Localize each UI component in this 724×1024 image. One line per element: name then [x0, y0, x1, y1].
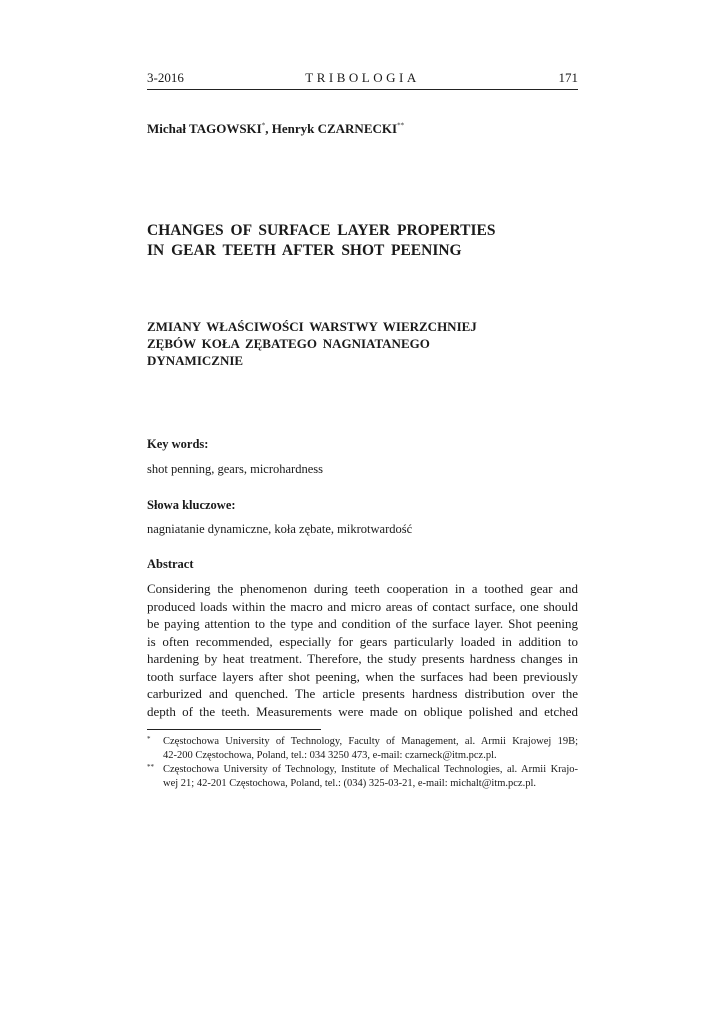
author-line — [147, 121, 404, 137]
title-english — [147, 221, 578, 261]
author-2-footnote-mark: ** — [397, 121, 405, 130]
journal-name: TRIBOLOGIA — [305, 70, 420, 85]
running-header — [147, 70, 578, 88]
footnote-1-mark: * — [147, 735, 151, 743]
title-polish-line-1: ZMIANY WŁAŚCIWOŚCI WARSTWY WIERZCHNIEJ — [147, 319, 477, 334]
abstract-line: is often recommended, especially for gears particularly loaded in addition to — [147, 633, 578, 649]
abstract-line: carburized and quenched. The article presents hardness distribution over the — [147, 686, 578, 701]
header-rule — [147, 89, 578, 90]
abstract-line: depth of the teeth. Measurements were made on oblique polished and etched — [147, 703, 578, 719]
abstract-line: Considering the phenomenon during teeth cooperation in a toothed gear and — [147, 581, 578, 596]
title-english-line-2: IN GEAR TEETH AFTER SHOT PEENING — [147, 242, 462, 259]
abstract-line: be paying attention to the type and condition of the surface layer. Shot peening — [147, 616, 578, 631]
title-polish-line-3: DYNAMICZNIE — [147, 353, 244, 368]
page-number: 171 — [558, 70, 578, 85]
abstract-line: produced loads within the macro and micro areas of contact surface, one should — [147, 598, 578, 614]
keywords-text: shot penning, gears, microhardness — [147, 462, 324, 476]
slowa-kluczowe-text: nagniatanie dynamiczne, koła zębate, mikrotwardość — [147, 522, 413, 536]
author-separator: , — [265, 121, 272, 136]
author-2: Henryk CZARNECKI — [271, 121, 398, 136]
author-1: Michał TAGOWSKI — [147, 121, 262, 136]
footnote-line: wej 21; 42-201 Częstochowa, Poland, tel.: (034) 325-03-21, e-mail: michalt@itm.pcz.pl. — [163, 778, 537, 789]
slowa-kluczowe-heading: Słowa kluczowe: — [147, 498, 236, 512]
abstract-line: tooth surface layers after shot peening, when the surfaces had been previously — [147, 668, 578, 684]
abstract-heading: Abstract — [147, 557, 194, 571]
title-polish-line-2: ZĘBÓW KOŁA ZĘBATEGO NAGNIATANEGO — [147, 336, 430, 351]
abstract-line: hardening by heat treatment. Therefore, the study presents hardness changes in — [147, 651, 578, 666]
footnotes — [147, 735, 578, 791]
author-1-footnote-mark: * — [261, 121, 266, 130]
issue-number: 3-2016 — [147, 70, 184, 85]
title-polish — [147, 318, 578, 369]
footnote-line: Częstochowa University of Technology, Faculty of Management, al. Armii Krajowej 19B; — [163, 736, 578, 747]
footnote-rule — [147, 729, 321, 730]
title-english-line-1: CHANGES OF SURFACE LAYER PROPERTIES — [147, 222, 496, 239]
footnote-line: 42-200 Częstochowa, Poland, tel.: 034 3250 473, e-mail: czarneck@itm.pcz.pl. — [163, 750, 497, 761]
footnote-2-mark: ** — [147, 763, 154, 771]
abstract-body — [147, 580, 578, 720]
keywords-heading: Key words: — [147, 437, 209, 451]
footnote-1 — [147, 735, 578, 763]
footnote-line: Częstochowa University of Technology, Institute of Mechalical Technologies, al. Armii Krajo- — [163, 764, 578, 775]
footnote-2 — [147, 763, 578, 791]
